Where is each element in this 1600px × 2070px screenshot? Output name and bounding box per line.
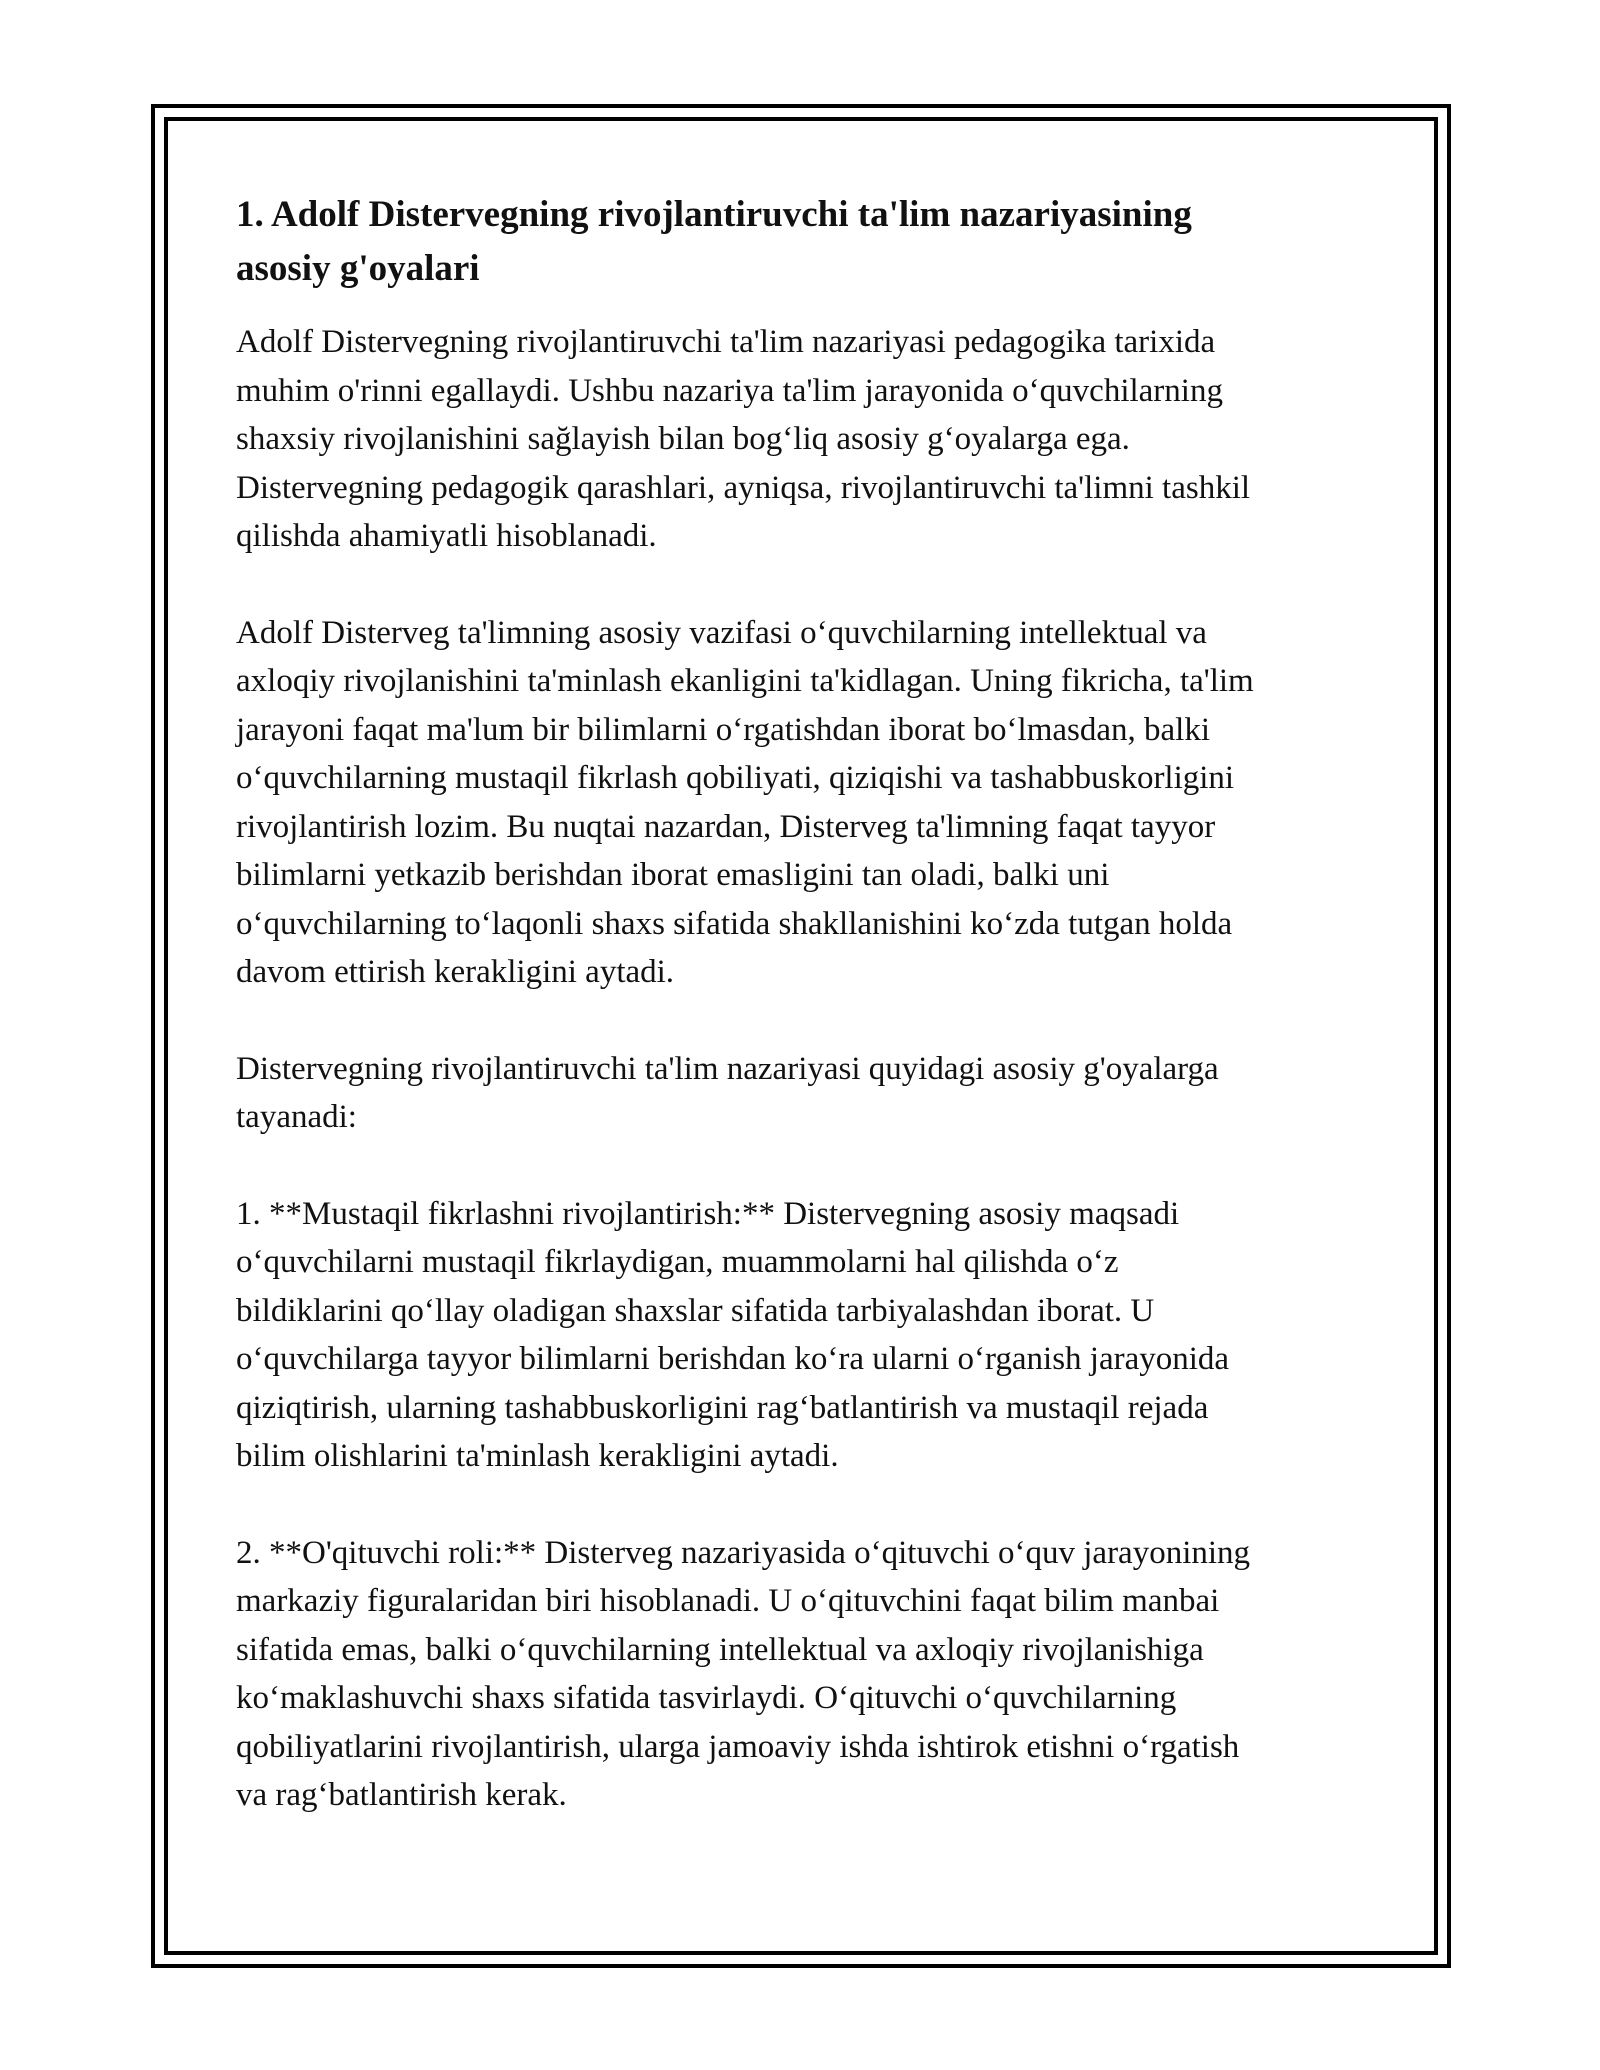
heading-line-2: asosiy g'oyalari — [236, 248, 480, 289]
paragraph-ideas-lead: Distervegning rivojlantiruvchi ta'lim nazariyasi quyidagi asosiy g'oyalarga tayanadi: — [236, 1050, 1219, 1135]
list-item-independent-thinking: 1. **Mustaqil fikrlashni rivojlantirish:** Distervegning asosiy maqsadi o‘quvchilarni mustaqil fikrlaydigan, muammolarni hal qilishda o‘z bildiklarini qo‘llay oladigan shaxslar sifatida tarbiyalashdan iborat. U o‘quvchilarga tayyor bilimlarni berishdan ko‘ra ularni o‘rganish jarayonida qiziqtirish, ularning tashabbuskorligini rag‘batlantirish va mustaqil rejada bilim olishlarini ta'minlash kerakligini aytadi. — [236, 1195, 1230, 1474]
document-body — [236, 188, 1376, 1820]
list-item-teacher-role: 2. **O'qituvchi roli:** Disterveg nazariyasida o‘qituvchi o‘quv jarayonining markaziy figuralaridan biri hisoblanadi. U o‘qituvchini faqat bilim manbai sifatida emas, balki o‘quvchilarning intellektual va axloqiy rivojlanishiga ko‘maklashuvchi shaxs sifatida tasvirlaydi. O‘qituvchi o‘quvchilarning qobiliyatlarini rivojlantirish, ularga jamoaviy ishda ishtirok etishni o‘rgatish va rag‘batlantirish kerak. — [236, 1534, 1251, 1813]
paragraph-main-task: Adolf Disterveg ta'limning asosiy vazifasi o‘quvchilarning intellektual va axloqiy rivojlanishini ta'minlash ekanligini ta'kidlagan. Uning fikricha, ta'lim jarayoni faqat ma'lum bir bilimlarni o‘rgatishdan iborat bo‘lmasdan, balki o‘quvchilarning mustaqil fikrlash qobiliyati, qiziqishi va tashabbuskorligini rivojlantirish lozim. Bu nuqtai nazardan, Disterveg ta'limning faqat tayyor bilimlarni yetkazib berishdan iborat emasligini tan oladi, balki uni o‘quvchilarning to‘laqonli shaxs sifatida shakllanishini ko‘zda tutgan holda davom ettirish kerakligini aytadi. — [236, 614, 1254, 990]
paragraph-intro: Adolf Distervegning rivojlantiruvchi ta'lim nazariyasi pedagogika tarixida muhim o'rinni egallaydi. Ushbu nazariya ta'lim jarayonida o‘quvchilarning shaxsiy rivojlanishini sağlayish bilan bog‘liq asosiy g‘oyalarga ega. Distervegning pedagogik qarashlari, ayniqsa, rivojlantiruvchi ta'limni tashkil qilishda ahamiyatli hisoblanadi. — [236, 324, 1251, 554]
section-heading — [236, 188, 1376, 296]
heading-line-1: 1. Adolf Distervegning rivojlantiruvchi ta'lim nazariyasining — [236, 194, 1192, 235]
